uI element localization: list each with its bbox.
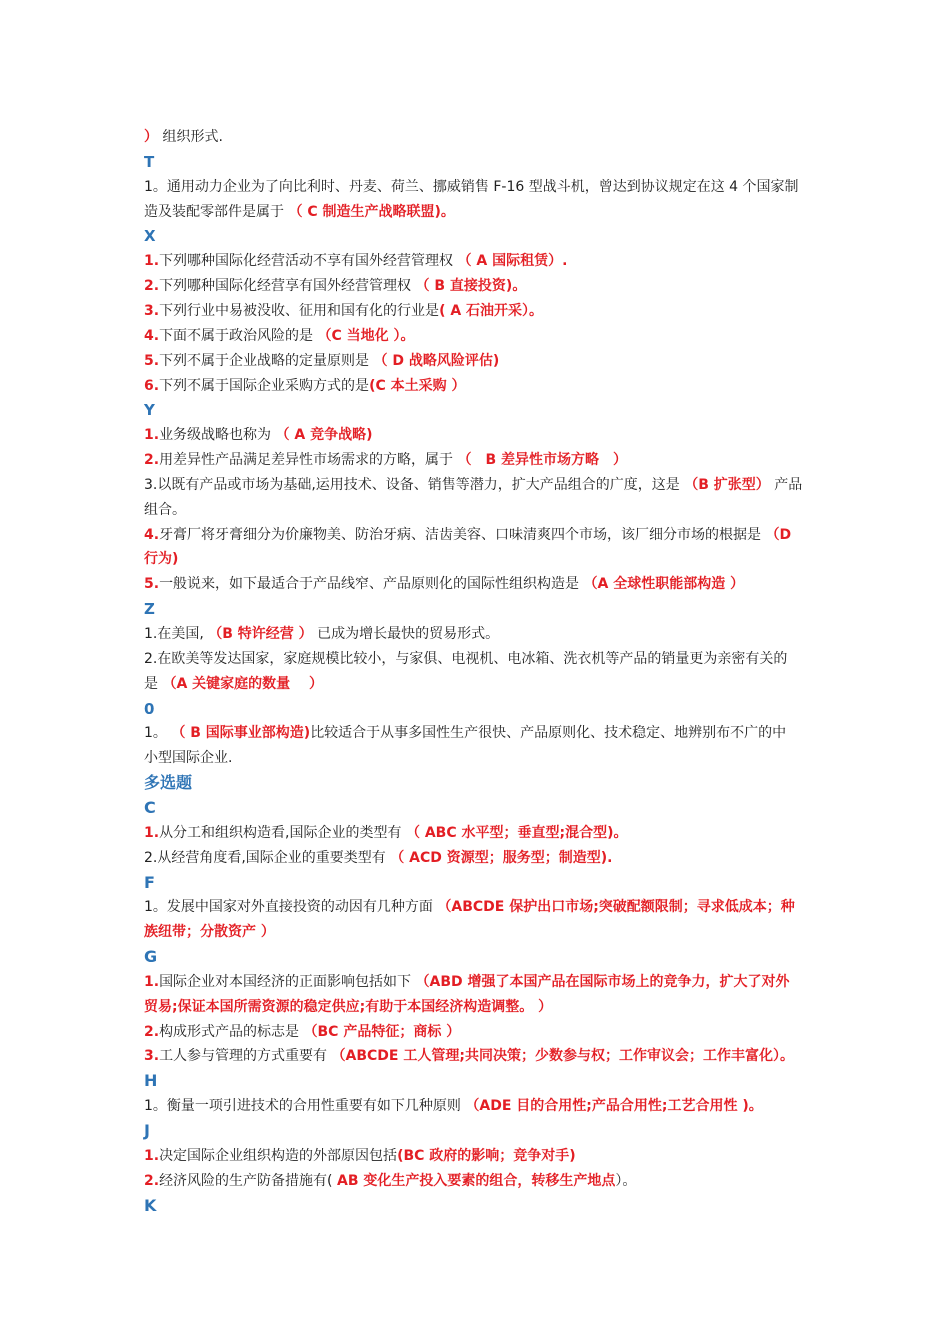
answer-text: 2. xyxy=(144,1173,160,1189)
letter-heading: Z xyxy=(144,600,155,618)
text-line xyxy=(144,277,814,295)
text-line xyxy=(144,302,814,320)
text-line xyxy=(144,327,814,345)
question-text: 小型国际企业. xyxy=(144,750,233,766)
text-line xyxy=(144,898,814,916)
text-line xyxy=(144,1172,814,1190)
answer-text: 族纽带；分散资产 ） xyxy=(144,924,275,940)
text-line xyxy=(144,824,814,842)
answer-text: 2. xyxy=(144,278,160,294)
question-text: 下列不属于企业战略的定量原则是 xyxy=(159,353,374,369)
answer-text: 1. xyxy=(144,253,160,269)
letter-heading: G xyxy=(144,947,158,966)
question-text: 经济风险的生产防备措施有( xyxy=(159,1173,337,1189)
answer-text: 6. xyxy=(144,378,160,394)
answer-text: (BC 政府的影响；竞争对手) xyxy=(397,1148,576,1164)
answer-text: （ B 直接投资)。 xyxy=(415,278,527,294)
text-line xyxy=(144,998,814,1016)
text-line xyxy=(144,1097,814,1115)
answer-text: ( A 石油开采）。 xyxy=(439,303,544,319)
question-text: 产品 xyxy=(769,477,803,493)
text-line xyxy=(144,526,814,544)
text-line xyxy=(144,724,814,742)
text-line xyxy=(144,451,814,469)
answer-text: （ C 制造生产战略联盟)。 xyxy=(288,204,455,220)
text-line xyxy=(144,849,814,867)
answer-text: 5. xyxy=(144,576,160,592)
question-text: 比较适合于从事多国性生产很快、产品原则化、技术稳定、地辨别布不广的中 xyxy=(310,725,787,741)
answer-text: AB 变化生产投入要素的组合，转移生产地点 xyxy=(336,1173,616,1189)
text-line xyxy=(144,1047,814,1065)
answer-text: （D xyxy=(765,527,792,543)
text-line xyxy=(144,625,814,643)
answer-text: （BC 产品特征；商标 ） xyxy=(303,1024,461,1040)
text-line xyxy=(144,1023,814,1041)
answer-text: 1. xyxy=(144,1148,160,1164)
section-heading: 多选题 xyxy=(144,773,193,792)
question-text: 3.以既有产品或市场为基础,运用技术、设备、销售等潜力，扩大产品组合的广度，这是 xyxy=(144,477,685,493)
answer-text: （ B 差异性市场方略 ） xyxy=(457,452,628,468)
letter-heading: K xyxy=(144,1196,157,1215)
answer-text: （C 当地化 ）。 xyxy=(317,328,415,344)
question-text: 国际企业对本国经济的正面影响包括如下 xyxy=(159,974,416,990)
question-text: 下列不属于国际企业采购方式的是 xyxy=(159,378,370,394)
question-text: 下列行业中易被没收、征用和国有化的行业是 xyxy=(159,303,440,319)
text-line xyxy=(144,923,814,941)
answer-text: 1. xyxy=(144,427,160,443)
answer-text: （ABCDE 工人管理;共同决策；少数参与权；工作审议会；工作丰富化）。 xyxy=(331,1048,794,1064)
text-line xyxy=(144,203,814,221)
question-text: 1。衡量一项引进技术的合用性重要有如下几种原则 xyxy=(144,1098,466,1114)
text-line xyxy=(144,749,814,767)
question-text: 用差异性产品满足差异性市场需求的方略，属于 xyxy=(159,452,458,468)
text-line xyxy=(144,550,814,568)
text-line xyxy=(144,426,814,444)
question-text: 造及装配零部件是属于 xyxy=(144,204,289,220)
answer-text: 1. xyxy=(144,825,160,841)
answer-text: ） xyxy=(144,129,158,145)
question-text: 1。 xyxy=(144,725,172,741)
answer-text: 4. xyxy=(144,328,160,344)
letter-heading: T xyxy=(144,153,155,171)
answer-text: 2. xyxy=(144,1024,160,1040)
answer-text: （ D 战略风险评估) xyxy=(373,353,500,369)
question-text: 从分工和组织构造看,国际企业的类型有 xyxy=(159,825,406,841)
question-text: 下面不属于政治风险的是 xyxy=(159,328,318,344)
question-text: 1。发展中国家对外直接投资的动因有几种方面 xyxy=(144,899,438,915)
text-line xyxy=(144,650,814,668)
answer-text: （B 扩张型） xyxy=(684,477,770,493)
text-line xyxy=(144,575,814,593)
answer-text: （ A 竞争战略) xyxy=(275,427,373,443)
question-text: 是 xyxy=(144,676,163,692)
answer-text: 4. xyxy=(144,527,160,543)
text-line xyxy=(144,1147,814,1165)
text-line xyxy=(144,178,814,196)
answer-text: （ A 国际租赁）. xyxy=(457,253,568,269)
answer-text: 行为) xyxy=(144,551,179,567)
question-text: ）。 xyxy=(615,1173,637,1189)
answer-text: 5. xyxy=(144,353,160,369)
question-text: 组合。 xyxy=(144,502,186,518)
answer-text: （ ACD 资源型；服务型；制造型). xyxy=(390,850,613,866)
answer-text: (C 本土采购 ） xyxy=(369,378,466,394)
answer-text: （ABCDE 保护出口市场;突破配额限制；寻求低成本；种 xyxy=(437,899,795,915)
question-text: 工人参与管理的方式重要有 xyxy=(159,1048,332,1064)
answer-text: （A 关键家庭的数量 ） xyxy=(162,676,324,692)
question-text: 决定国际企业组织构造的外部原因包括 xyxy=(159,1148,398,1164)
answer-text: （A 全球性职能部构造 ） xyxy=(583,576,745,592)
question-text: 组织形式. xyxy=(158,129,223,145)
letter-heading: F xyxy=(144,873,155,892)
text-line xyxy=(144,675,814,693)
text-line xyxy=(144,128,814,146)
text-line xyxy=(144,501,814,519)
letter-heading: C xyxy=(144,798,156,817)
answer-text: （ ABC 水平型；垂直型;混合型)。 xyxy=(405,825,628,841)
question-text: 已成为增长最快的贸易形式。 xyxy=(312,626,500,642)
answer-text: 1. xyxy=(144,974,160,990)
answer-text: （ABD 增强了本国产品在国际市场上的竞争力，扩大了对外 xyxy=(415,974,790,990)
question-text: 1。通用动力企业为了向比利时、丹麦、荷兰、挪威销售 F-16 型战斗机，曾达到协议规定在这 4 个国家制 xyxy=(144,179,799,195)
question-text: 业务级战略也称为 xyxy=(159,427,276,443)
text-line xyxy=(144,352,814,370)
text-line xyxy=(144,476,814,494)
answer-text: 3. xyxy=(144,1048,160,1064)
answer-text: （ADE 目的合用性;产品合用性;工艺合用性 )。 xyxy=(465,1098,763,1114)
answer-text: 3. xyxy=(144,303,160,319)
letter-heading: H xyxy=(144,1071,158,1090)
answer-text: 2. xyxy=(144,452,160,468)
text-line xyxy=(144,973,814,991)
question-text: 1.在美国, xyxy=(144,626,209,642)
answer-text: （B 特许经营 ） xyxy=(208,626,313,642)
answer-text: 贸易;保证本国所需资源的稳定供应;有助于本国经济构造调整。 ） xyxy=(144,999,553,1015)
question-text: 2.从经营角度看,国际企业的重要类型有 xyxy=(144,850,391,866)
text-line xyxy=(144,252,814,270)
letter-heading: J xyxy=(144,1121,150,1140)
letter-heading: X xyxy=(144,227,156,245)
question-text: 2.在欧美等发达国家，家庭规模比较小，与家俱、电视机、电冰箱、洗衣机等产品的销量更为亲密有关的 xyxy=(144,651,788,667)
letter-heading: Y xyxy=(144,401,155,419)
question-text: 下列哪种国际化经营活动不享有国外经营管理权 xyxy=(159,253,458,269)
question-text: 下列哪种国际化经营享有国外经营管理权 xyxy=(159,278,416,294)
text-line xyxy=(144,377,814,395)
answer-text: （ B 国际事业部构造) xyxy=(171,725,311,741)
question-text: 构成形式产品的标志是 xyxy=(159,1024,304,1040)
question-text: 一般说来，如下最适合于产品线窄、产品原则化的国际性组织构造是 xyxy=(159,576,584,592)
letter-heading: 0 xyxy=(144,700,155,718)
question-text: 牙膏厂将牙膏细分为价廉物美、防治牙病、洁齿美容、口味清爽四个市场，该厂细分市场的根据是 xyxy=(159,527,766,543)
